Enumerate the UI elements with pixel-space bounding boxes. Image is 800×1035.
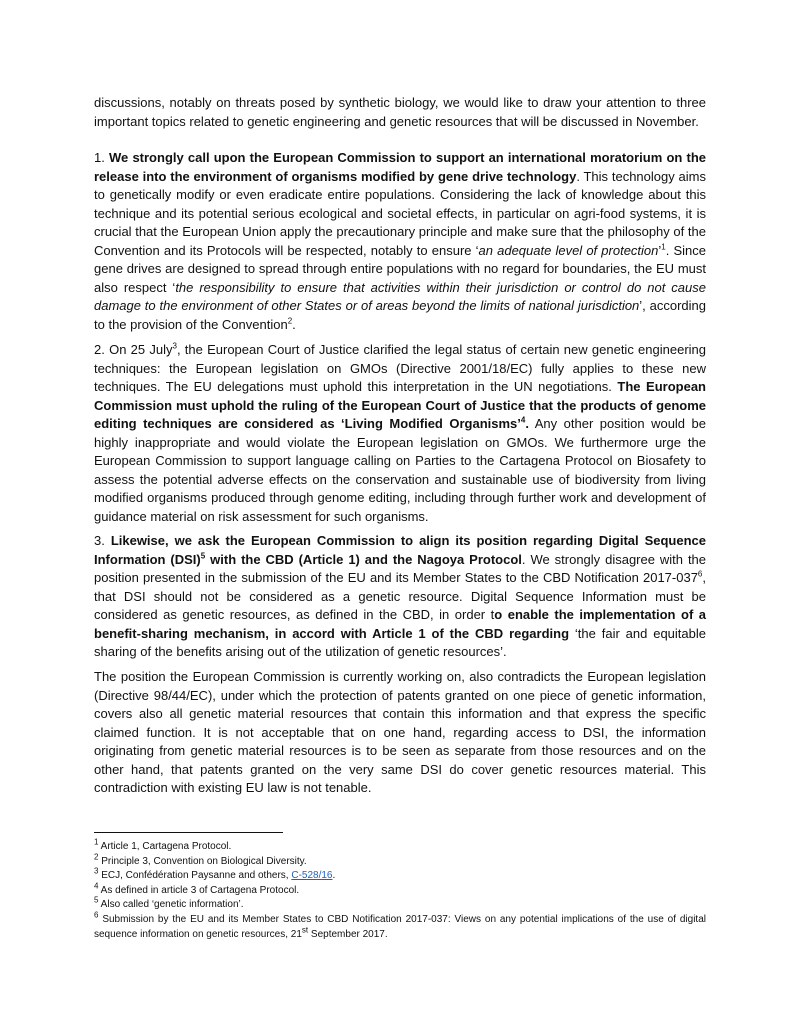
footnote-ref-2[interactable]: 2 <box>287 316 293 326</box>
point-2-bold-statement: The European Commission must uphold the ruling of the European Court of Justice that the products of genome editing techniques are considered as ‘Living Modified Organisms’ <box>94 379 706 431</box>
point-3-number: 3. <box>94 533 111 548</box>
point-1-bold-statement: We strongly call upon the European Commission to support an international moratorium on the release into the environment of organisms modified by gene drive technology <box>94 150 706 184</box>
footnotes-list <box>94 837 706 942</box>
point-1-quote-protection: an adequate level of protection <box>478 242 659 258</box>
footnote-5: $^5$ Also called ‘genetic information’. <box>94 896 244 911</box>
point-2-paragraph: 2. On 25 July$^3$, the European Court of Justice clarified the legal status of certain new genetic engineering techniques: the European legislation on GMOs (Directive 2001/18/EC) fully applies to these new techniques. The EU delegations must uphold this interpretation in the UN negotiations. The European Commission must uphold the ruling of the European Court of Justice that the products of genome editing techniques are considered as ‘Living Modified Organisms’$^4$. Any other position would be highly inappropriate and would violate the European legislation on GMOs. We furthermore urge the European Commission to support language calling on Parties to the Cartagena Protocol on Biosafety to assess the potential adverse effects on the conservation and sustainable use of biodiversity from living modified organisms produced through genome editing, including through further work and development of guidance material on risk assessment for such organisms. <box>94 341 706 524</box>
case-link[interactable]: C-528/16 <box>291 870 333 882</box>
footnote-ref-4[interactable]: 4 <box>520 415 526 425</box>
point-4-paragraph: The position the European Commission is currently working on, also contradicts the European legislation (Directive 98/44/EC), under which the protection of patents granted on one piece of genetic information, covers also all genetic material resources that contain this information and that express the specific claimed function. It is not acceptable that on one hand, regarding access to DSI, the information originating from genetic material resources is to be seen as separate from those resources and on the other hand, that patents granted on the very same DSI do cover genetic resources material. This contradiction with existing EU law is not tenable. <box>94 669 706 795</box>
intro-paragraph: discussions, notably on threats posed by synthetic biology, we would like to draw your attention to three important topics related to genetic engineering and genetic resources that will be discussed in November. <box>94 95 706 129</box>
point-3-bold-statement: Likewise, we ask the European Commission to align its position regarding Digital Sequence Information (DSI) <box>94 533 706 567</box>
footnote-3: $^3$ ECJ, Confédération Paysanne and others, C-528/16. <box>94 866 336 882</box>
point-1-paragraph: 1. We strongly call upon the European Commission to support an international moratorium on the release into the environment of organisms modified by gene drive technology. This technology aims to genetically modify or even eradicate entire populations. Considering the lack of knowledge about this technique and its potential serious ecological and societal effects, in particular on agri-food systems, it is crucial that the European Union apply the precautionary principle and make sure that the philosophy of the Convention and its Protocols will be respected, notably to ensure ‘an adequate level of protection’$^1$. Since gene drives are designed to spread through entire populations with no regard for boundaries, the EU must also respect ‘the responsibility to ensure that activities within their jurisdiction or control do not cause damage to the environment of other States or of areas beyond the limits of national jurisdiction’, according to the provision of the Convention$^2$. <box>94 150 707 332</box>
footnote-2: $^2$ Principle 3, Convention on Biological Diversity. <box>94 852 307 867</box>
point-3-paragraph: 3. Likewise, we ask the European Commission to align its position regarding Digital Sequence Information (DSI)$^5$ with the CBD (Article 1) and the Nagoya Protocol. We strongly disagree with the position presented in the submission of the EU and its Member States to the CBD Notification $2017-037^6$, that DSI should not be considered as a genetic resource. Digital Sequence Information must be considered as genetic resources, as defined in the CBD, in order to enable the implementation of a benefit-sharing mechanism, in accord with Article 1 of the CBD regarding ‘the fair and equitable sharing of the benefits arising out of the utilization of genetic resources’. <box>94 533 707 659</box>
footnote-ref-3[interactable]: 3 <box>172 341 177 351</box>
footnote-6: $^6$ Submission by the EU and its Member States to CBD Notification 2017-037: Views on any potential implications of the use of digital sequence information on genetic resources, 21st September 2017. <box>94 910 706 940</box>
point-1-quote-responsibility: the responsibility to ensure that activities within their jurisdiction or control do not cause damage to the environment of other States or of areas beyond the limits of national jurisdiction <box>94 279 707 313</box>
point-3-bold-mechanism: o enable the implementation of a benefit-sharing mechanism, in accord with Article 1 of the CBD regarding <box>94 607 707 641</box>
footnote-ref-6[interactable]: 6 <box>697 569 703 579</box>
footnote-divider <box>94 832 283 833</box>
point-1-number: 1. <box>94 150 110 165</box>
footnote-ref-5[interactable]: 5 <box>200 551 206 561</box>
footnote-4: $^4$ As defined in article 3 of Cartagena Protocol. <box>94 881 300 896</box>
footnote-ref-1[interactable]: 1 <box>661 242 666 252</box>
footnote-1: $^1$ Article 1, Cartagena Protocol. <box>94 837 232 852</box>
